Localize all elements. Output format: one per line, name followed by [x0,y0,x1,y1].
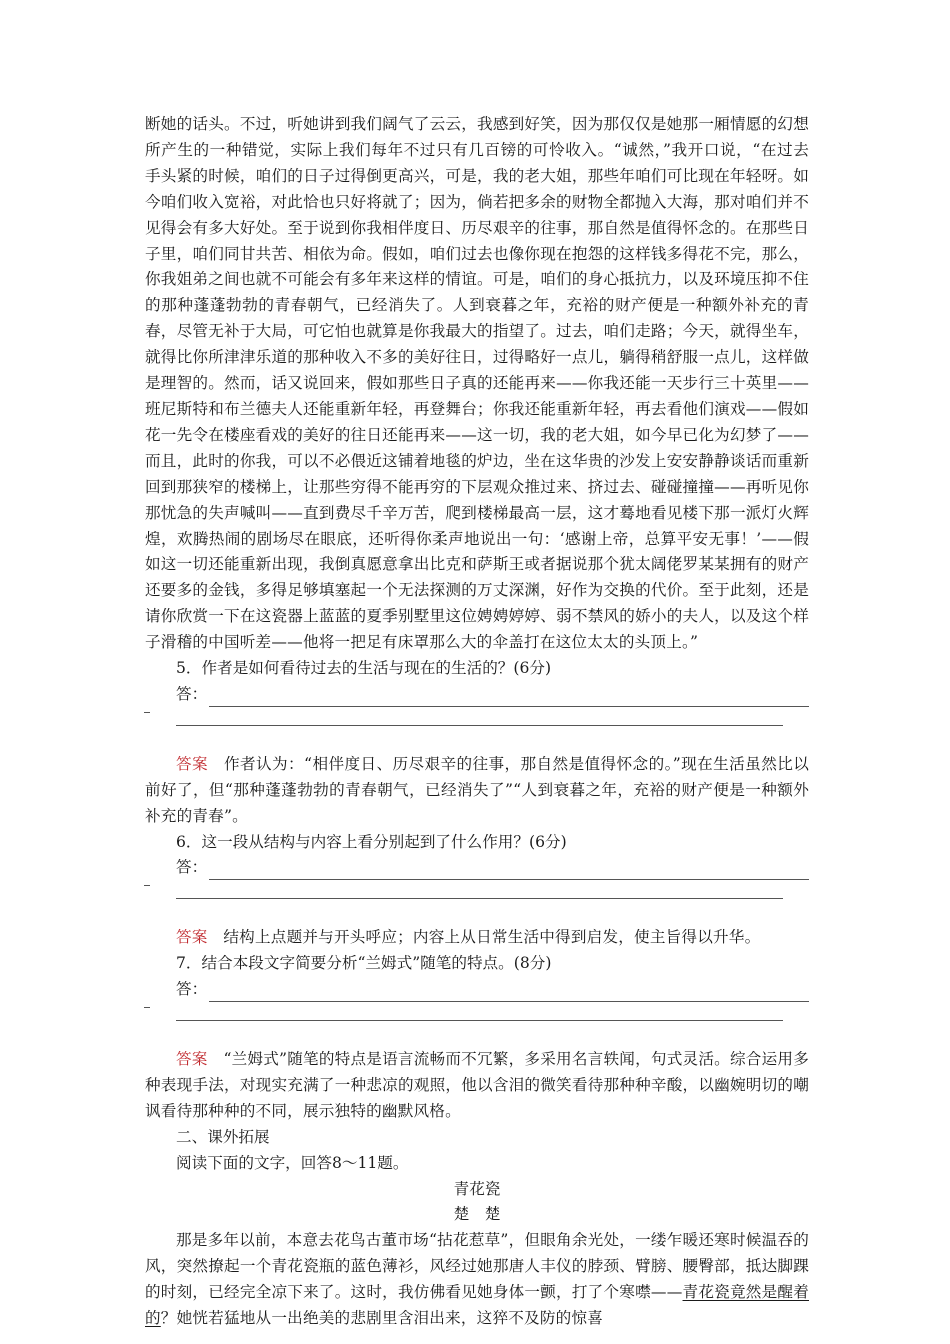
answer-7 [145,1047,809,1125]
passage-paragraph: 断她的话头。不过，听她讲到我们阔气了云云，我感到好笑，因为那仅仅是她那一厢情愿的幻想所产生的一种错觉，实际上我们每年不过只有几百镑的可怜收入。“诚然，”我开口说，“在过去手头紧的时候，咱们的日子过得倒更高兴，可是，我的老大姐，那些年咱们可比现在年轻呀。如今咱们收入宽裕，对此恰也只好将就了；因为，倘若把多余的财物全都抛入大海，那对咱们并不见得会有多大好处。至于说到你我相伴度日、历尽艰辛的往事，那自然是值得怀念的。在那些日子里，咱们同甘共苦、相依为命。假如，咱们过去也像你现在抱怨的这样钱多得花不完，那么，你我姐弟之间也就不可能会有多年来这样的情谊。可是，咱们的身心抵抗力，以及环境压抑不住的那种蓬蓬勃勃的青春朝气，已经消失了。人到衰暮之年，充裕的财产便是一种额外补充的青春，尽管无补于大局，可它怕也就算是你我最大的指望了。过去，咱们走路；今天，就得坐车，就得比你所津津乐道的那种收入不多的美好往日，过得略好一点儿，躺得稍舒服一点儿，这样做是理智的。然而，话又说回来，假如那些日子真的还能再来——你我还能一天步行三十英里——班尼斯特和布兰德夫人还能重新年轻，再登舞台；你我还能重新年轻，再去看他们演戏——假如花一先令在楼座看戏的美好的往日还能再来——这一切，我的老大姐，如今早已化为幻梦了——而且，此时的你我，可以不必偎近这铺着地毯的炉边，坐在这华贵的沙发上安安静静谈话而重新回到那狭窄的楼梯上，让那些穷得不能再穷的下层观众推过来、挤过去、碰碰撞撞——再听见你那忧急的失声喊叫——直到费尽千辛万苦，爬到楼梯最高一层，这才蓦地看见楼下那一派灯火辉煌，欢腾热闹的剧场尽在眼底，还听得你柔声地说出一句：‘感谢上帝，总算平安无事！’——假如这一切还能重新出现，我倒真愿意拿出比克和萨斯王或者据说那个犹太阔佬罗某某拥有的财产还要多的金钱，多得足够填塞起一个无法探测的万丈深渊，好作为交换的代价。至于此刻，还是请你欣赏一下在这瓷器上蓝蓝的夏季别墅里这位娉娉婷婷、弱不禁风的娇小的夫人，以及这个样子滑稽的中国听差——他将一把足有床罩那么大的伞盖打在这位太太的头顶上。” [145,115,809,652]
line-dash [144,712,150,713]
answer-rule [209,879,809,880]
answer-rule [176,725,783,726]
answer-line-5[interactable] [145,682,809,708]
answer-rule [176,1020,783,1021]
line-dash [144,885,150,886]
article-text-before: 那是多年以前，本意去花鸟古董市场“拈花惹草”，但眼角余光处，一缕乍暖还寒时候温吞的风，突然撩起一个青花瓷瓶的蓝色薄衫，风经过她那唐人丰仪的脖颈、臂膀、腰臀部，抵达脚踝的时刻，已经完全凉下来了。这时，我仿佛看见她身体一颤，打了个寒噤—— [145,1231,809,1302]
answer-5 [145,752,809,830]
answer-line-6[interactable] [145,855,809,881]
answer-label: 答案 [176,754,209,773]
answer-label: 答案 [176,928,208,947]
question-7: 7．结合本段文字简要分析“兰姆式”随笔的特点。(8分) [176,954,552,973]
answer-prefix: 答： [176,684,208,703]
question-6: 6．这一段从结构与内容上看分别起到了什么作用？(6分) [176,832,567,851]
article-text-after: ？她恍若猛地从一出绝美的悲剧里含泪出来，这猝不及防的惊喜 [160,1309,604,1328]
article-paragraph [145,1228,809,1332]
line-dash [144,1007,150,1008]
answer-text: 作者认为：“相伴度日、历尽艰辛的往事，那自然是值得怀念的。”现在生活虽然比以前好了，但“那种蓬蓬勃勃的青春朝气，已经消失了”“人到衰暮之年，充裕的财产便是一种额外补充的青春”。 [145,754,809,825]
answer-6 [145,925,809,951]
answer-line-7[interactable] [145,977,809,1003]
article-title: 青花瓷 [453,1179,501,1198]
answer-text: 结构上点题并与开头呼应；内容上从日常生活中得到启发，使主旨得以升华。 [223,928,761,947]
question-5: 5．作者是如何看待过去的生活与现在的生活的？(6分) [176,659,552,678]
answer-blank-line-7[interactable] [145,1003,809,1047]
answer-blank-line-6[interactable] [145,881,809,925]
answer-rule [209,706,809,707]
answer-prefix: 答： [176,858,208,877]
answer-rule [176,898,783,899]
article-author: 楚 楚 [453,1205,501,1224]
article-underlined-phrase: 青花瓷竟然是醒着的 [145,1283,809,1328]
answer-blank-line-5[interactable] [145,708,809,752]
section-heading: 二、课外拓展 [176,1127,270,1146]
answer-text: “兰姆式”随笔的特点是语言流畅而不冗繁，多采用名言轶闻，句式灵活。综合运用多种表现手法，对现实充满了一种悲凉的观照，他以含泪的微笑看待那种种辛酸，以幽婉明切的嘲讽看待那种种的不同，展示独特的幽默风格。 [145,1050,809,1120]
answer-rule [209,1001,809,1002]
reading-instruction: 阅读下面的文字，回答8～11题。 [176,1153,409,1172]
answer-prefix: 答： [176,980,208,999]
document-page [145,112,809,1332]
answer-label: 答案 [176,1050,208,1069]
